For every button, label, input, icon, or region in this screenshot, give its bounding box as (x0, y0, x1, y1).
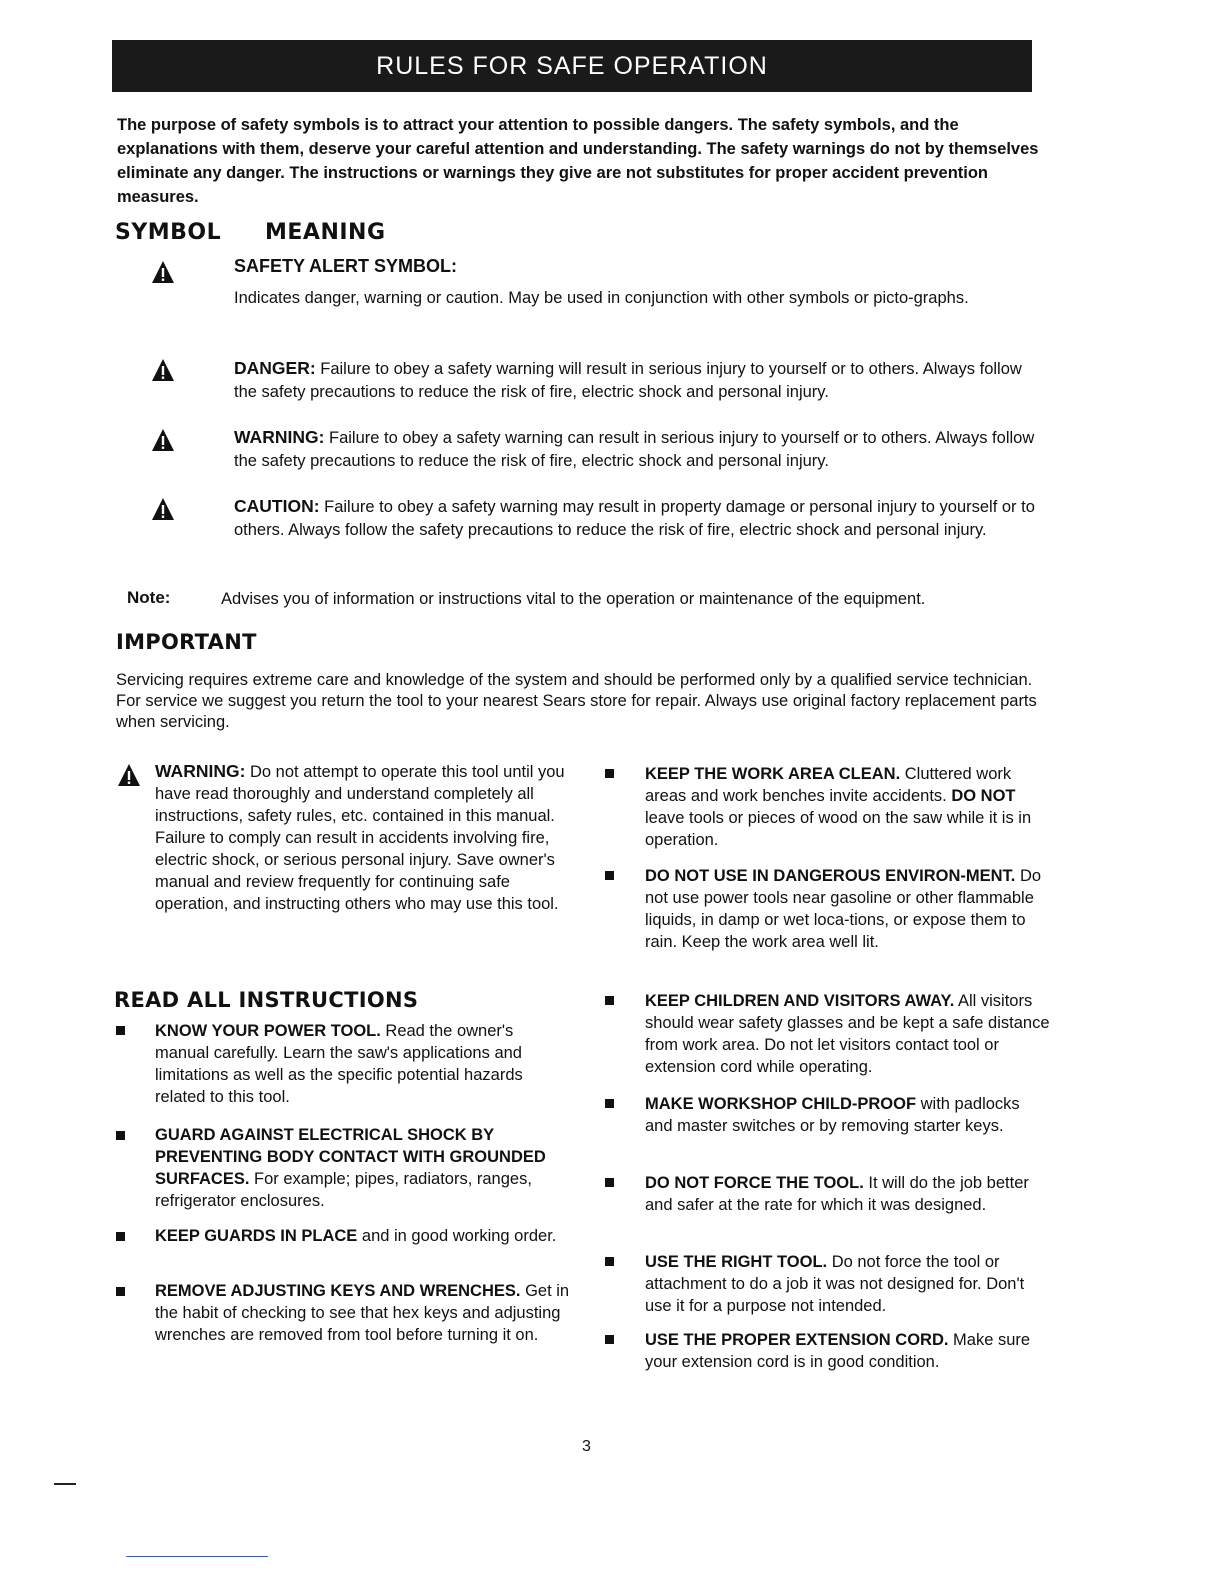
operating-warning: WARNING: Do not attempt to operate this tool until you have read thoroughly and understand completely all instructions, safety rules, etc. contained in this manual. Failure to comply can result in accidents involving fire, electric shock, or serious personal injury. Save owner's manual and review frequently for continuing safe operation, and instructing others who may use this tool. (155, 761, 565, 913)
list-item: KEEP THE WORK AREA CLEAN. Cluttered work areas and work benches invite accidents. DO NOT leave tools or pieces of wood on the saw while it is in operation. (645, 765, 1032, 849)
read-all-instructions-heading: READ ALL INSTRUCTIONS (114, 988, 419, 1012)
meaning-column-heading: MEANING (265, 220, 386, 245)
caution-definition: CAUTION: Failure to obey a safety warning may result in property damage or personal injury to yourself or to others. Always follow the safety precautions to reduce the risk of fire, electric shock and personal injury. (234, 496, 1035, 539)
important-paragraph: Servicing requires extreme care and knowledge of the system and should be performed only by a qualified service technician. For service we suggest you return the tool to your nearest Sears store for repair. Always use original factory replacement parts when servicing. (116, 671, 1037, 731)
page-number: 3 (582, 1438, 591, 1455)
bullet-icon (116, 1131, 125, 1140)
bottom-rule (126, 1556, 268, 1557)
list-item: KNOW YOUR POWER TOOL. Read the owner's manual carefully. Learn the saw's applications and limitations as well as the specific potential hazards related to this tool. (155, 1022, 523, 1106)
bullet-icon (605, 1335, 614, 1344)
list-item: DO NOT USE IN DANGEROUS ENVIRON-MENT. Do not use power tools near gasoline or other flammable liquids, in damp or wet loca-tions, or expose them to rain. Keep the work area well lit. (645, 867, 1042, 951)
safety-alert-triangle-icon (151, 260, 175, 284)
bullet-icon (116, 1026, 125, 1035)
margin-mark (54, 1483, 76, 1485)
safety-alert-description: Indicates danger, warning or caution. May be used in conjunction with other symbols or picto-graphs. (234, 289, 969, 307)
list-item: GUARD AGAINST ELECTRICAL SHOCK BY PREVENTING BODY CONTACT WITH GROUNDED SURFACES. For example; pipes, radiators, ranges, refrigerator enclosures. (155, 1126, 546, 1210)
warning-triangle-icon-2 (117, 763, 141, 787)
warning-definition: WARNING: Failure to obey a safety warning can result in serious injury to yourself or to others. Always follow the safety precautions to reduce the risk of fire, electric shock and personal injury. (234, 427, 1035, 470)
bullet-icon (605, 996, 614, 1005)
note-label: Note: (127, 588, 171, 607)
list-item: KEEP CHILDREN AND VISITORS AWAY. All visitors should wear safety glasses and be kept a safe distance from work area. Do not let visitors contact tool or extension cord while operating. (645, 992, 1050, 1076)
bullet-icon (116, 1287, 125, 1296)
safety-alert-title: SAFETY ALERT SYMBOL: (234, 256, 458, 276)
list-item: REMOVE ADJUSTING KEYS AND WRENCHES. Get in the habit of checking to see that hex keys and adjusting wrenches are removed from tool before turning it on. (155, 1282, 570, 1344)
bullet-icon (116, 1232, 125, 1241)
bullet-icon (605, 769, 614, 778)
bullet-icon (605, 1257, 614, 1266)
danger-definition: DANGER: Failure to obey a safety warning will result in serious injury to yourself or to others. Always follow the safety precautions to reduce the risk of fire, electric shock and personal injury. (234, 358, 1022, 401)
page-banner: RULES FOR SAFE OPERATION (112, 40, 1032, 92)
bullet-icon (605, 1178, 614, 1187)
list-item: USE THE RIGHT TOOL. Do not force the tool or attachment to do a job it was not designed for. Don't use it for a purpose not intended. (645, 1253, 1025, 1315)
danger-triangle-icon (151, 358, 175, 382)
symbol-column-heading: SYMBOL (115, 220, 222, 245)
intro-paragraph: The purpose of safety symbols is to attract your attention to possible dangers. The safety symbols, and the explanations with them, deserve your careful attention and understanding. The safety warnings do not by themselves eliminate any danger. The instructions or warnings they give are not substitutes for proper accident prevention measures. (117, 116, 1039, 206)
warning-triangle-icon (151, 428, 175, 452)
important-heading: IMPORTANT (116, 630, 257, 654)
list-item: KEEP GUARDS IN PLACE and in good working order. (155, 1227, 557, 1245)
list-item: MAKE WORKSHOP CHILD-PROOF with padlocks and master switches or by removing starter keys. (645, 1095, 1020, 1135)
note-text: Advises you of information or instructions vital to the operation or maintenance of the equipment. (221, 590, 926, 608)
list-item: DO NOT FORCE THE TOOL. It will do the job better and safer at the rate for which it was designed. (645, 1174, 1029, 1214)
bullet-icon (605, 1099, 614, 1108)
list-item: USE THE PROPER EXTENSION CORD. Make sure your extension cord is in good condition. (645, 1331, 1031, 1371)
bullet-icon (605, 871, 614, 880)
caution-triangle-icon (151, 497, 175, 521)
